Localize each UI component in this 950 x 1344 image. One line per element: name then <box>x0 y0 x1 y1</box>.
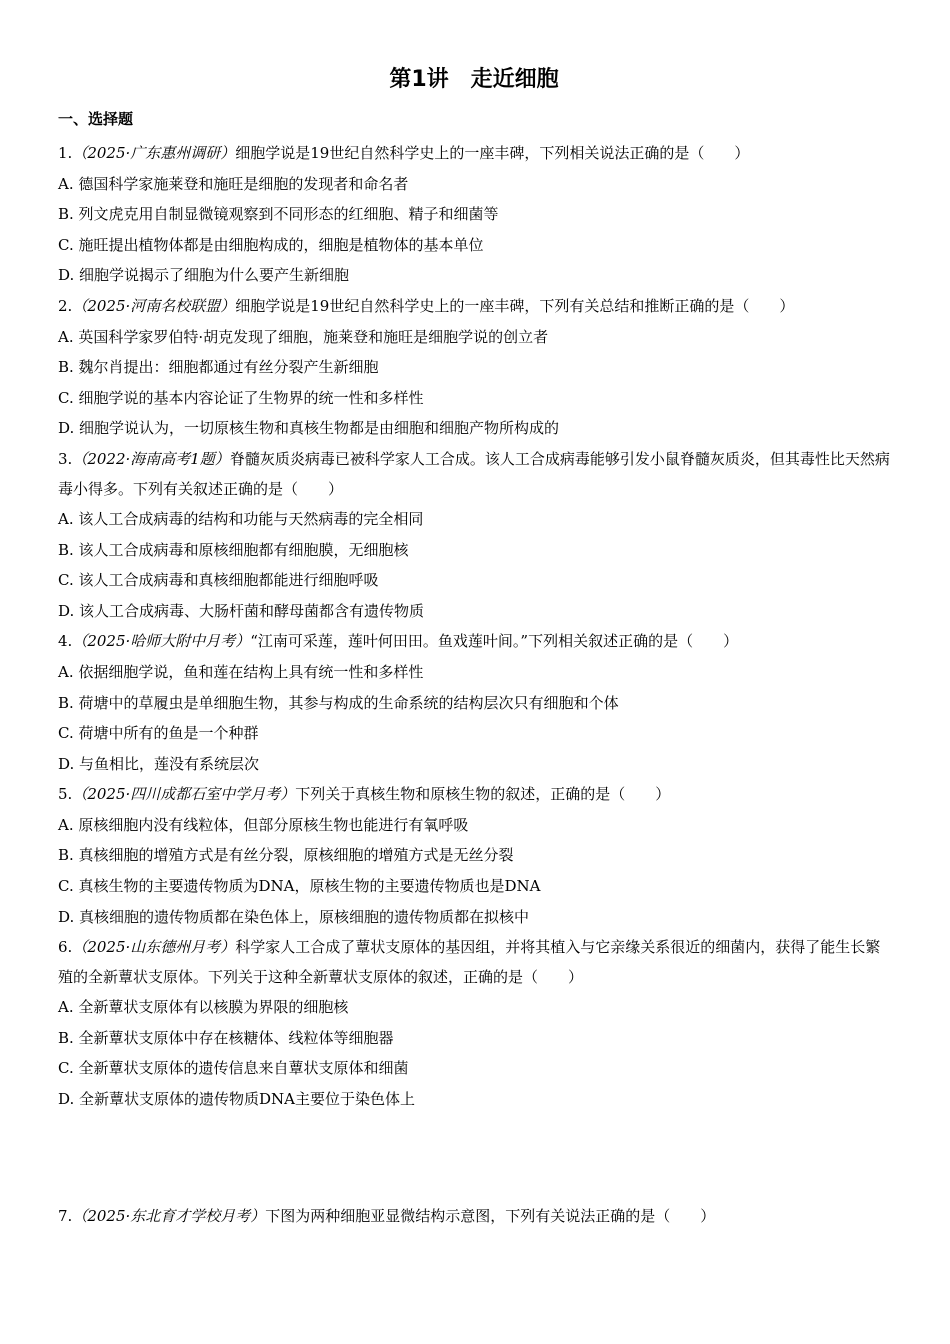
option-d: D. 细胞学说揭示了细胞为什么要产生新细胞 <box>58 266 350 285</box>
question-source: （2025·四川成都石室中学月考） <box>72 785 296 804</box>
question-2 <box>58 291 890 444</box>
option-a: A. 原核细胞内没有线粒体，但部分原核生物也能进行有氧呼吸 <box>58 815 469 834</box>
question-source: （2025·山东德州月考） <box>72 938 236 957</box>
question-number: 3. <box>58 449 73 468</box>
option-b: B. 列文虎克用自制显微镜观察到不同形态的红细胞、精子和细菌等 <box>58 205 499 224</box>
option-c: C. 真核生物的主要遗传物质为DNA，原核生物的主要遗传物质也是DNA <box>58 877 541 896</box>
question-number: 5. <box>58 785 73 804</box>
question-text: 下列关于真核生物和原核生物的叙述，正确的是（ ） <box>295 785 671 804</box>
question-number: 4. <box>58 632 73 651</box>
question-text: 细胞学说是19世纪自然科学史上的一座丰碑，下列相关说法正确的是（ ） <box>235 144 750 162</box>
question-4 <box>58 626 890 779</box>
option-a: A. 该人工合成病毒的结构和功能与天然病毒的完全相同 <box>58 509 424 528</box>
page-spacer <box>58 1115 890 1201</box>
question-number: 1. <box>58 144 73 162</box>
question-stem <box>58 1201 890 1232</box>
question-1 <box>58 138 890 291</box>
option-b: B. 真核细胞的增殖方式是有丝分裂，原核细胞的增殖方式是无丝分裂 <box>58 846 514 865</box>
option-a: A. 英国科学家罗伯特·胡克发现了细胞，施莱登和施旺是细胞学说的创立者 <box>58 327 549 346</box>
question-stem <box>58 444 890 504</box>
question-source: （2025·哈师大附中月考） <box>72 632 251 651</box>
option-a: A. 依据细胞学说，鱼和莲在结构上具有统一性和多样性 <box>58 662 424 681</box>
question-number: 2. <box>58 296 73 315</box>
option-c: C. 该人工合成病毒和真核细胞都能进行细胞呼吸 <box>58 571 379 590</box>
section-heading: 一、选择题 <box>58 110 134 128</box>
option-c: C. 施旺提出植物体都是由细胞构成的，细胞是植物体的基本单位 <box>58 235 484 254</box>
option-c: C. 荷塘中所有的鱼是一个种群 <box>58 724 259 743</box>
question-source: （2025·东北育才学校月考） <box>72 1206 266 1225</box>
option-b: B. 全新蕈状支原体中存在核糖体、线粒体等细胞器 <box>58 1028 394 1047</box>
option-b: B. 魏尔肖提出：细胞都通过有丝分裂产生新细胞 <box>58 358 379 377</box>
question-text: 下图为两种细胞亚显微结构示意图，下列有关说法正确的是（ ） <box>265 1206 716 1225</box>
question-text: 细胞学说是19世纪自然科学史上的一座丰碑，下列有关总结和推断正确的是（ ） <box>235 296 795 315</box>
option-d: D. 真核细胞的遗传物质都在染色体上，原核细胞的遗传物质都在拟核中 <box>58 907 530 926</box>
question-text: 脊髓灰质炎病毒已被科学家人工合成。该人工合成病毒能够引发小鼠脊髓灰质炎，但其毒性比天然病毒小得多。下列有关叙述正确的是（ ） <box>58 449 890 498</box>
question-source: （2022·海南高考1题） <box>72 449 230 468</box>
question-7 <box>58 1201 890 1232</box>
question-stem <box>58 932 890 992</box>
option-d: D. 该人工合成病毒、大肠杆菌和酵母菌都含有遗传物质 <box>58 601 425 620</box>
option-d: D. 细胞学说认为，一切原核生物和真核生物都是由细胞和细胞产物所构成的 <box>58 419 560 438</box>
question-6 <box>58 932 890 1114</box>
option-a: A. 全新蕈状支原体有以核膜为界限的细胞核 <box>58 998 349 1017</box>
question-source: （2025·河南名校联盟） <box>72 296 236 315</box>
question-stem <box>58 291 890 322</box>
question-5 <box>58 779 890 932</box>
question-text: 科学家人工合成了蕈状支原体的基因组，并将其植入与它亲缘关系很近的细菌内，获得了能生长繁殖的全新蕈状支原体。下列关于这种全新蕈状支原体的叙述，正确的是（ ） <box>58 938 881 987</box>
page-title: 第1讲 走近细胞 <box>389 67 559 92</box>
option-a: A. 德国科学家施莱登和施旺是细胞的发现者和命名者 <box>58 174 409 193</box>
question-number: 7. <box>58 1206 73 1225</box>
document-page <box>58 64 890 1231</box>
option-d: D. 全新蕈状支原体的遗传物质DNA主要位于染色体上 <box>58 1090 416 1109</box>
option-c: C. 全新蕈状支原体的遗传信息来自蕈状支原体和细菌 <box>58 1059 409 1078</box>
question-stem <box>58 138 890 169</box>
question-number: 6. <box>58 938 73 957</box>
option-b: B. 该人工合成病毒和原核细胞都有细胞膜，无细胞核 <box>58 540 409 559</box>
question-source: （2025·广东惠州调研） <box>72 144 236 162</box>
question-text: “江南可采莲，莲叶何田田。鱼戏莲叶间。”下列相关叙述正确的是（ ） <box>250 632 739 651</box>
question-stem <box>58 626 890 657</box>
question-stem <box>58 779 890 810</box>
option-c: C. 细胞学说的基本内容论证了生物界的统一性和多样性 <box>58 388 424 407</box>
option-d: D. 与鱼相比，莲没有系统层次 <box>58 754 260 773</box>
option-b: B. 荷塘中的草履虫是单细胞生物，其参与构成的生命系统的结构层次只有细胞和个体 <box>58 693 619 712</box>
question-3 <box>58 444 890 626</box>
